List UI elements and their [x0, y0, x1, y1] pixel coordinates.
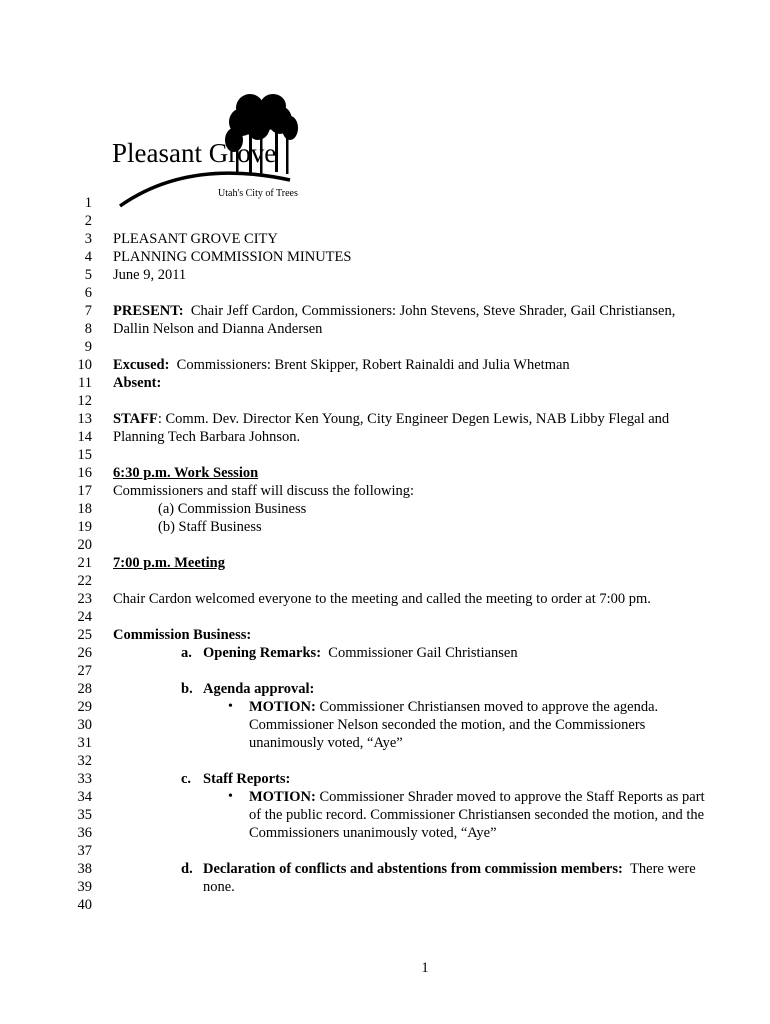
- present-label: PRESENT:: [113, 303, 184, 319]
- line-number: 23: [77, 591, 92, 607]
- welcome-text: Chair Cardon welcomed everyone to the meeting and called the meeting to order at 7:00 pm.: [113, 591, 651, 607]
- line-number: 24: [77, 609, 92, 625]
- agenda-motion-line-2: Commissioner Nelson seconded the motion, and the Commissioners: [249, 717, 646, 733]
- work-session-intro: Commissioners and staff will discuss the following:: [113, 483, 414, 499]
- line-number: 14: [77, 429, 92, 445]
- line-number: 3: [84, 231, 92, 247]
- staff-reports-label: Staff Reports:: [203, 771, 291, 787]
- present-line-2: Dallin Nelson and Dianna Andersen: [113, 321, 323, 337]
- line-number: 7: [84, 303, 92, 319]
- line-number: 32: [77, 753, 92, 769]
- commission-business-heading: Commission Business:: [113, 627, 252, 643]
- agenda-motion-line-3: unanimously voted, “Aye”: [249, 735, 403, 751]
- excused-text: Commissioners: Brent Skipper, Robert Rainaldi and Julia Whetman: [176, 357, 570, 373]
- staff-reports-motion-text: Commissioner Shrader moved to approve the Staff Reports as part: [319, 789, 705, 805]
- excused-line: [113, 356, 570, 374]
- logo-name: Pleasant Grove: [112, 138, 277, 168]
- line-number: 29: [77, 699, 92, 715]
- meeting-heading: 7:00 p.m. Meeting: [113, 555, 225, 571]
- line-number: 18: [77, 501, 92, 517]
- line-number: 10: [77, 357, 92, 373]
- present-text: Chair Jeff Cardon, Commissioners: John Stevens, Steve Shrader, Gail Christiansen,: [190, 303, 676, 319]
- item-b-letter: b.: [181, 681, 193, 697]
- line-number: 31: [77, 735, 92, 751]
- line-number: 35: [77, 807, 92, 823]
- line-number: 36: [77, 825, 92, 841]
- meeting-date: June 9, 2011: [113, 267, 187, 283]
- line-number: 38: [77, 861, 92, 877]
- declaration-line-2: none.: [203, 879, 235, 895]
- excused-label: Excused:: [113, 357, 170, 373]
- line-number: 9: [84, 339, 92, 355]
- line-number: 40: [77, 897, 92, 913]
- item-a-line: [203, 644, 518, 662]
- line-number: 19: [77, 519, 92, 535]
- line-number: 8: [84, 321, 92, 337]
- line-number: 21: [77, 555, 92, 571]
- line-number: 25: [77, 627, 92, 643]
- city-logo: [108, 88, 298, 213]
- staff-reports-motion-line-2: of the public record. Commissioner Christiansen seconded the motion, and the: [249, 807, 705, 823]
- absent-label: Absent:: [113, 375, 162, 391]
- work-session-heading: 6:30 p.m. Work Session: [113, 465, 259, 481]
- document-title: PLANNING COMMISSION MINUTES: [113, 249, 352, 265]
- line-number: 27: [77, 663, 92, 679]
- line-number: 16: [77, 465, 92, 481]
- staff-text: : Comm. Dev. Director Ken Young, City Engineer Degen Lewis, NAB Libby Flegal and: [157, 411, 670, 427]
- line-number: 2: [84, 213, 92, 229]
- motion-label: MOTION:: [249, 699, 316, 715]
- line-number: 5: [84, 267, 92, 283]
- bullet-icon: •: [228, 699, 233, 714]
- opening-remarks-text: Commissioner Gail Christiansen: [328, 645, 518, 661]
- city-name: PLEASANT GROVE CITY: [113, 231, 278, 247]
- logo-tagline: Utah's City of Trees: [218, 188, 298, 199]
- declaration-text: There were: [630, 861, 696, 877]
- line-number: 22: [77, 573, 92, 589]
- line-number: 37: [77, 843, 92, 859]
- line-number: 39: [77, 879, 92, 895]
- staff-reports-motion: [249, 788, 705, 806]
- declaration-label: Declaration of conflicts and abstentions from commission members:: [203, 861, 623, 877]
- line-number: 26: [77, 645, 92, 661]
- page-number: 1: [421, 960, 429, 976]
- opening-remarks-label: Opening Remarks:: [203, 645, 322, 661]
- declaration-line: [203, 860, 696, 878]
- line-number: 1: [84, 195, 92, 211]
- present-line: [113, 302, 675, 320]
- staff-line-2: Planning Tech Barbara Johnson.: [113, 429, 301, 445]
- line-number: 6: [84, 285, 92, 301]
- bullet-icon: •: [228, 789, 233, 804]
- staff-label: STAFF: [113, 411, 158, 427]
- work-session-item-b: (b) Staff Business: [158, 519, 262, 535]
- staff-reports-motion-line-3: Commissioners unanimously voted, “Aye”: [249, 825, 497, 841]
- line-number: 20: [77, 537, 92, 553]
- agenda-approval-label: Agenda approval:: [203, 681, 315, 697]
- line-number: 13: [77, 411, 92, 427]
- agenda-motion: [249, 698, 658, 716]
- line-number: 17: [77, 483, 92, 499]
- motion-label: MOTION:: [249, 789, 316, 805]
- item-c-letter: c.: [181, 771, 192, 787]
- line-number: 12: [77, 393, 92, 409]
- line-number: 11: [78, 375, 92, 391]
- item-d-letter: d.: [181, 861, 193, 877]
- line-number: 33: [77, 771, 92, 787]
- line-number: 4: [84, 249, 92, 265]
- agenda-motion-text: Commissioner Christiansen moved to approve the agenda.: [319, 699, 659, 715]
- line-number: 30: [77, 717, 92, 733]
- line-number: 28: [77, 681, 92, 697]
- work-session-item-a: (a) Commission Business: [158, 501, 307, 517]
- line-number: 15: [77, 447, 92, 463]
- trees-logo-icon: [108, 88, 298, 213]
- line-number: 34: [77, 789, 92, 805]
- item-a-letter: a.: [181, 645, 192, 661]
- staff-line: [113, 410, 669, 428]
